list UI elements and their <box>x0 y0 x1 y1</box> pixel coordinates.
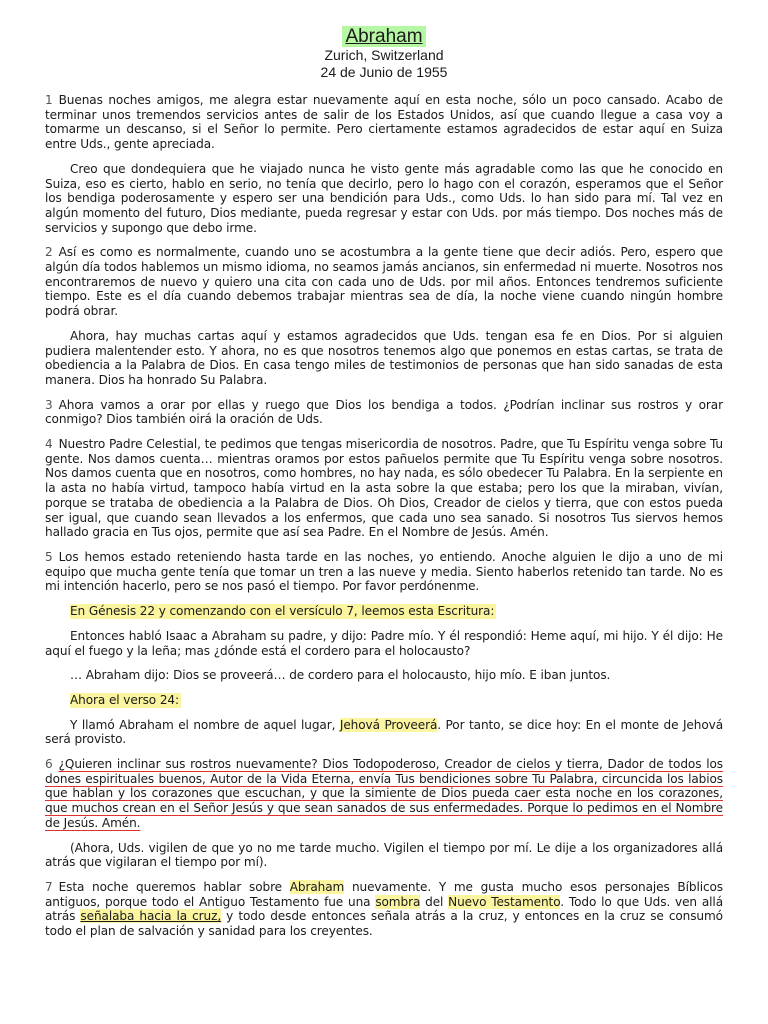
paragraph-6b: (Ahora, Uds. vigilen de que yo no me tarde mucho. Vigilen el tiempo por mí. Le dije a los organizadores allá atrás que vigilaran el tiempo por mí). <box>45 840 723 870</box>
text-segment: Y llamó Abraham el nombre de aquel lugar, <box>70 717 340 732</box>
text-segment: . Por tanto, se dice hoy: En el monte de Jehová será provisto. <box>45 717 724 747</box>
text-segment: del <box>420 894 449 909</box>
paragraph-5 <box>45 550 723 594</box>
highlighted-text: Nuevo Testamento <box>448 894 561 909</box>
paragraph-text: Ahora vamos a orar por ellas y ruego que Dios los bendiga a todos. ¿Podrían inclinar sus rostros y orar conmigo? Dios también oirá la oración de Uds. <box>45 397 723 427</box>
underlined-prayer-text: ¿Quieren inclinar sus rostros nuevamente? Dios Todopoderoso, Creador de cielos y tierra, Dador de todos los dones espirituales buenos, Autor de la Vida Eterna, envía Tus bendiciones sobre Tu Palabra, circuncida los labios que hablan y los corazones que escuchan, y que la simiente de Dios pueda caer esta noche en los corazones, que muchos crean en el Señor Jesús y que sean sanados de sus enfermedades. Porque lo pedimos en el Nombre de Jesús. Amén. <box>45 757 723 830</box>
highlighted-text: sombra <box>375 894 421 909</box>
paragraph-number: 2 <box>45 245 53 260</box>
paragraph-3 <box>45 398 723 427</box>
paragraph-text: Los hemos estado reteniendo hasta tarde en las noches, yo entiendo. Anoche alguien le dijo a uno de mi equipo que mucha gente tenía que tomar un tren a las nueve y media. Siento haberlos retenido tan tarde. No es mi intención hacerlo, pero se nos pasó el tiempo. Por favor perdónenme. <box>45 549 723 594</box>
highlighted-text: Ahora el verso 24: <box>70 692 179 707</box>
highlighted-text: En Génesis 22 y comenzando con el versículo 7, leemos esta Escritura: <box>70 604 495 619</box>
paragraph-text: Nuestro Padre Celestial, te pedimos que tengas misericordia de nosotros. Padre, que Tu Espíritu venga sobre Tu gente. Nos damos cuenta… mientras oramos por estos pañuelos permite que Tu Espíritu venga sobre nosotros. Nos damos cuenta que en nosotros, como hombres, no hay nada, es sólo obedecer Tu Palabra. En la serpiente en la asta no había virtud, tampoco había virtud en la asta sobre la que estaba; pero los que la miraban, vivían, porque se trataba de obediencia a la Palabra de Dios. Oh Dios, Creador de cielos y tierra, que con estos pueda ser igual, que cuando sean llevados a los enfermos, que cada uno sea sanado. Si nosotros Tus siervos hemos hallado gracia en Tus ojos, permite que así sea Padre. En el Nombre de Jesús. Amén. <box>45 437 723 540</box>
text-segment: Esta noche queremos hablar sobre <box>58 879 290 894</box>
highlighted-text: Jehová Proveerá <box>339 717 438 732</box>
page-title: Abraham <box>342 26 425 47</box>
paragraph-text: Buenas noches amigos, me alegra estar nuevamente aquí en esta noche, sólo un poco cansado. Acabo de terminar unos tremendos servicios antes de salir de los Estados Unidos, así que cuando llegue a casa voy a tomarme un descanso, si el Señor lo permite. Pero ciertamente estamos agradecidos de estar aquí en Suiza entre Uds., gente apreciada. <box>45 93 723 152</box>
paragraph-2 <box>45 245 723 319</box>
text-segment: y todo desde entonces señala atrás a la cruz, y entonces en la cruz se consumó todo el plan de salvación y sanidad para los creyentes. <box>45 909 723 939</box>
paragraph-number: 5 <box>45 549 53 564</box>
date-line: 24 de Junio de 1955 <box>320 64 448 80</box>
scripture-quote-3 <box>45 718 723 747</box>
scripture-quote-1: Entonces habló Isaac a Abraham su padre, y dijo: Padre mío. Y él respondió: Heme aquí, mi hijo. Y él dijo: He aquí el fuego y la leña; mas ¿dónde está el cordero para el holocausto? <box>45 628 723 658</box>
verse-reference <box>45 693 723 708</box>
paragraph-7 <box>45 880 723 939</box>
paragraph-number: 7 <box>45 879 53 894</box>
paragraph-number: 3 <box>45 397 53 412</box>
paragraph-1 <box>45 93 723 152</box>
paragraph-1b: Creo que dondequiera que he viajado nunca he visto gente más agradable como las que he conocido en Suiza, eso es cierto, hablo en serio, no tenía que decirlo, pero lo hago con el corazón, esperamos que el Señor los bendiga poderosamente y espero ser una bendición para Uds., como Uds. lo han sido para mí. Tal vez en algún momento del futuro, Dios mediante, pueda regresar y estar con Uds. por más tiempo. Dos noches más de servicios y supongo que debo irme. <box>45 161 723 235</box>
paragraph-6 <box>45 757 723 831</box>
scripture-quote-2: … Abraham dijo: Dios se proveerá… de cordero para el holocausto, hijo mío. E iban juntos. <box>70 668 611 683</box>
paragraph-4 <box>45 437 723 540</box>
paragraph-number: 6 <box>45 757 53 772</box>
scripture-reference <box>45 604 723 619</box>
paragraph-text: Así es como es normalmente, cuando uno se acostumbra a la gente tiene que decir adiós. Pero, espero que algún día todos hablemos un mismo idioma, no seamos jamás ancianos, sin enfermedad ni muerte. Nosotros nos encontraremos de nuevo y quiero una cita con cada uno de Uds. por mil años. Entonces tendremos suficiente tiempo. Este es el día cuando debemos trabajar mientras sea de día, la noche viene cuando ningún hombre podrá obrar. <box>45 245 723 319</box>
highlighted-text: señalaba hacia la cruz, <box>80 909 222 924</box>
text-segment: . Todo lo que Uds. ven allá atrás <box>45 894 724 924</box>
document-body <box>45 93 723 949</box>
text-segment: nuevamente. Y me gusta mucho esos personajes Bíblicos antiguos, porque todo el Antiguo Testamento fue una <box>45 879 724 909</box>
paragraph-number: 1 <box>45 93 53 107</box>
paragraph-number: 4 <box>45 437 53 452</box>
location-line: Zurich, Switzerland <box>324 47 444 63</box>
document-header <box>0 0 768 81</box>
highlighted-text: Abraham <box>289 879 345 894</box>
paragraph-2b: Ahora, hay muchas cartas aquí y estamos agradecidos que Uds. tengan esa fe en Dios. Por si alguien pudiera malentender esto. Y ahora, no es que nosotros tenemos algo que ponemos en estas cartas, se trata de obediencia a la Palabra de Dios. En casa tengo miles de testimonios de personas que han sido sanadas de esta manera. Dios ha honrado Su Palabra. <box>45 328 723 387</box>
